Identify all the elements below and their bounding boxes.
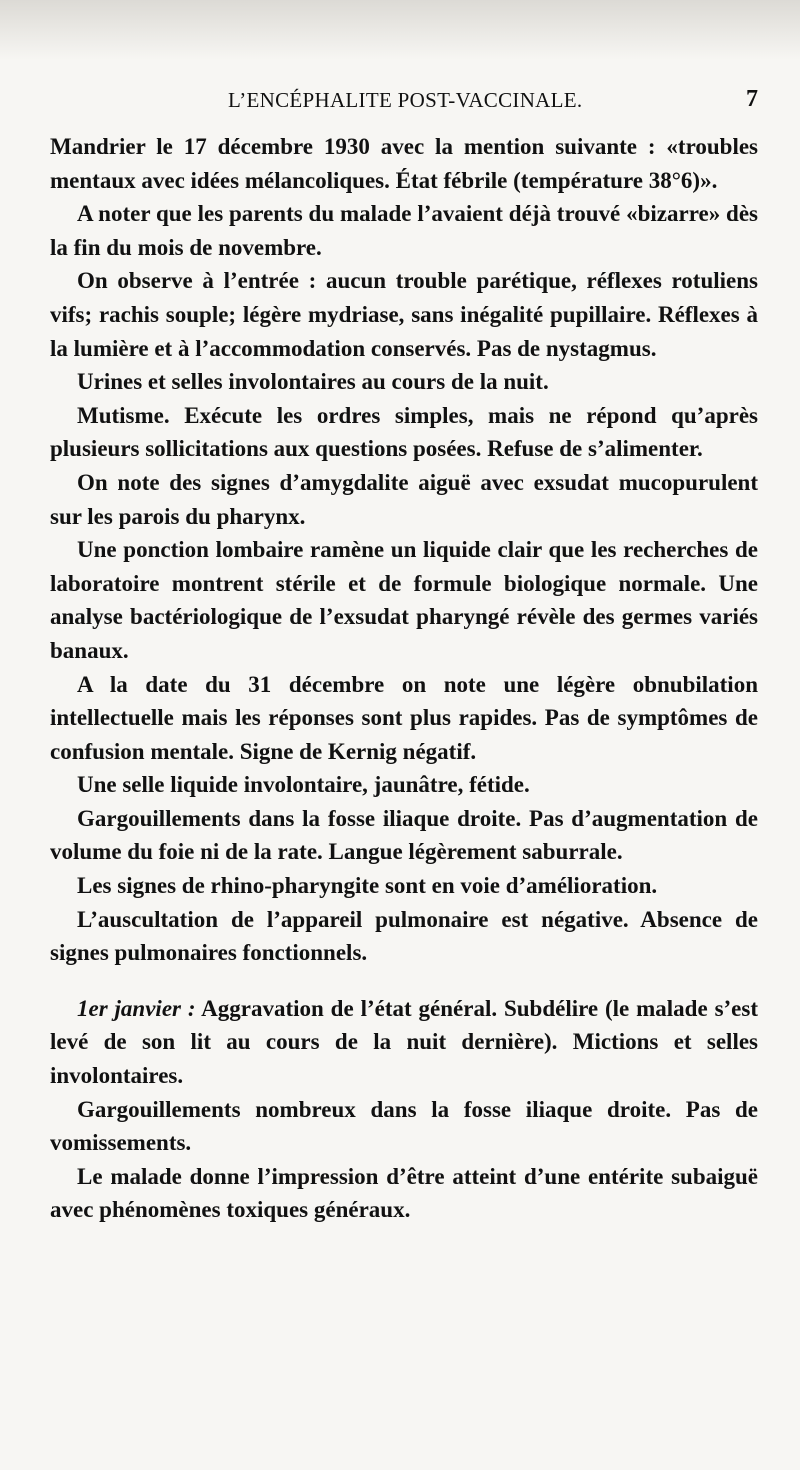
- paragraph-1: Mandrier le 17 décembre 1930 avec la mention suivante : «troubles mentaux avec idées mélancoliques. État fébrile (température 38°6)».: [50, 134, 758, 193]
- page-number: 7: [746, 86, 758, 112]
- running-head-title: L’ENCÉPHALITE POST-VACCINALE.: [228, 88, 583, 112]
- paragraph-8: A la date du 31 décembre on note une légère obnubilation intellectuelle mais les réponses sont plus rapides. Pas de symptômes de confusion mentale. Signe de Kernig négatif.: [50, 671, 758, 764]
- paragraph-2: A noter que les parents du malade l’avaient déjà trouvé «bizarre» dès la fin du mois de novembre.: [50, 201, 758, 260]
- paragraph-11: Les signes de rhino-pharyngite sont en voie d’amélioration.: [77, 873, 658, 899]
- page-top-shadow: [0, 0, 800, 60]
- paragraph-6: On note des signes d’amygdalite aiguë avec exsudat mucopurulent sur les parois du pharynx.: [50, 469, 758, 529]
- paragraph-3: On observe à l’entrée : aucun trouble parétique, réflexes rotuliens vifs; rachis souple; légère mydriase, sans inégalité pupillaire. Réflexes à la lumière et à l’accommodation conservés. Pas de nystagmus.: [50, 268, 758, 361]
- entry-date-label: 1er janvier :: [77, 995, 196, 1021]
- paragraph-5: Mutisme. Exécute les ordres simples, mais ne répond qu’après plusieurs sollicitations aux questions posées. Refuse de s’alimenter.: [50, 402, 758, 462]
- paragraph-7: Une ponction lombaire ramène un liquide clair que les recherches de laboratoire montrent stérile et de formule biologique normale. Une analyse bactériologique de l’exsudat pharyngé révèle des germes variés banaux.: [50, 537, 758, 663]
- body-text: [50, 130, 758, 1227]
- paragraph-4: Urines et selles involontaires au cours de la nuit.: [77, 369, 549, 395]
- running-head: [50, 88, 758, 118]
- entry-paragraph: [50, 992, 758, 1093]
- paragraph-10: Gargouillements dans la fosse iliaque droite. Pas d’augmentation de volume du foie ni de la rate. Langue légèrement saburrale.: [50, 805, 758, 865]
- entry-text: Aggravation de l’état général. Subdélire (le malade s’est levé de son lit au cours de la nuit dernière). Mictions et selles involontaires.: [50, 995, 758, 1089]
- closing-paragraph-1: Gargouillements nombreux dans la fosse iliaque droite. Pas de vomissements.: [50, 1096, 758, 1156]
- closing-paragraph-2: Le malade donne l’impression d’être atteint d’une entérite subaiguë avec phénomènes toxiques généraux.: [50, 1163, 758, 1223]
- paragraph-12: L’auscultation de l’appareil pulmonaire est négative. Absence de signes pulmonaires fonctionnels.: [50, 906, 758, 966]
- paragraph-9: Une selle liquide involontaire, jaunâtre, fétide.: [77, 772, 530, 798]
